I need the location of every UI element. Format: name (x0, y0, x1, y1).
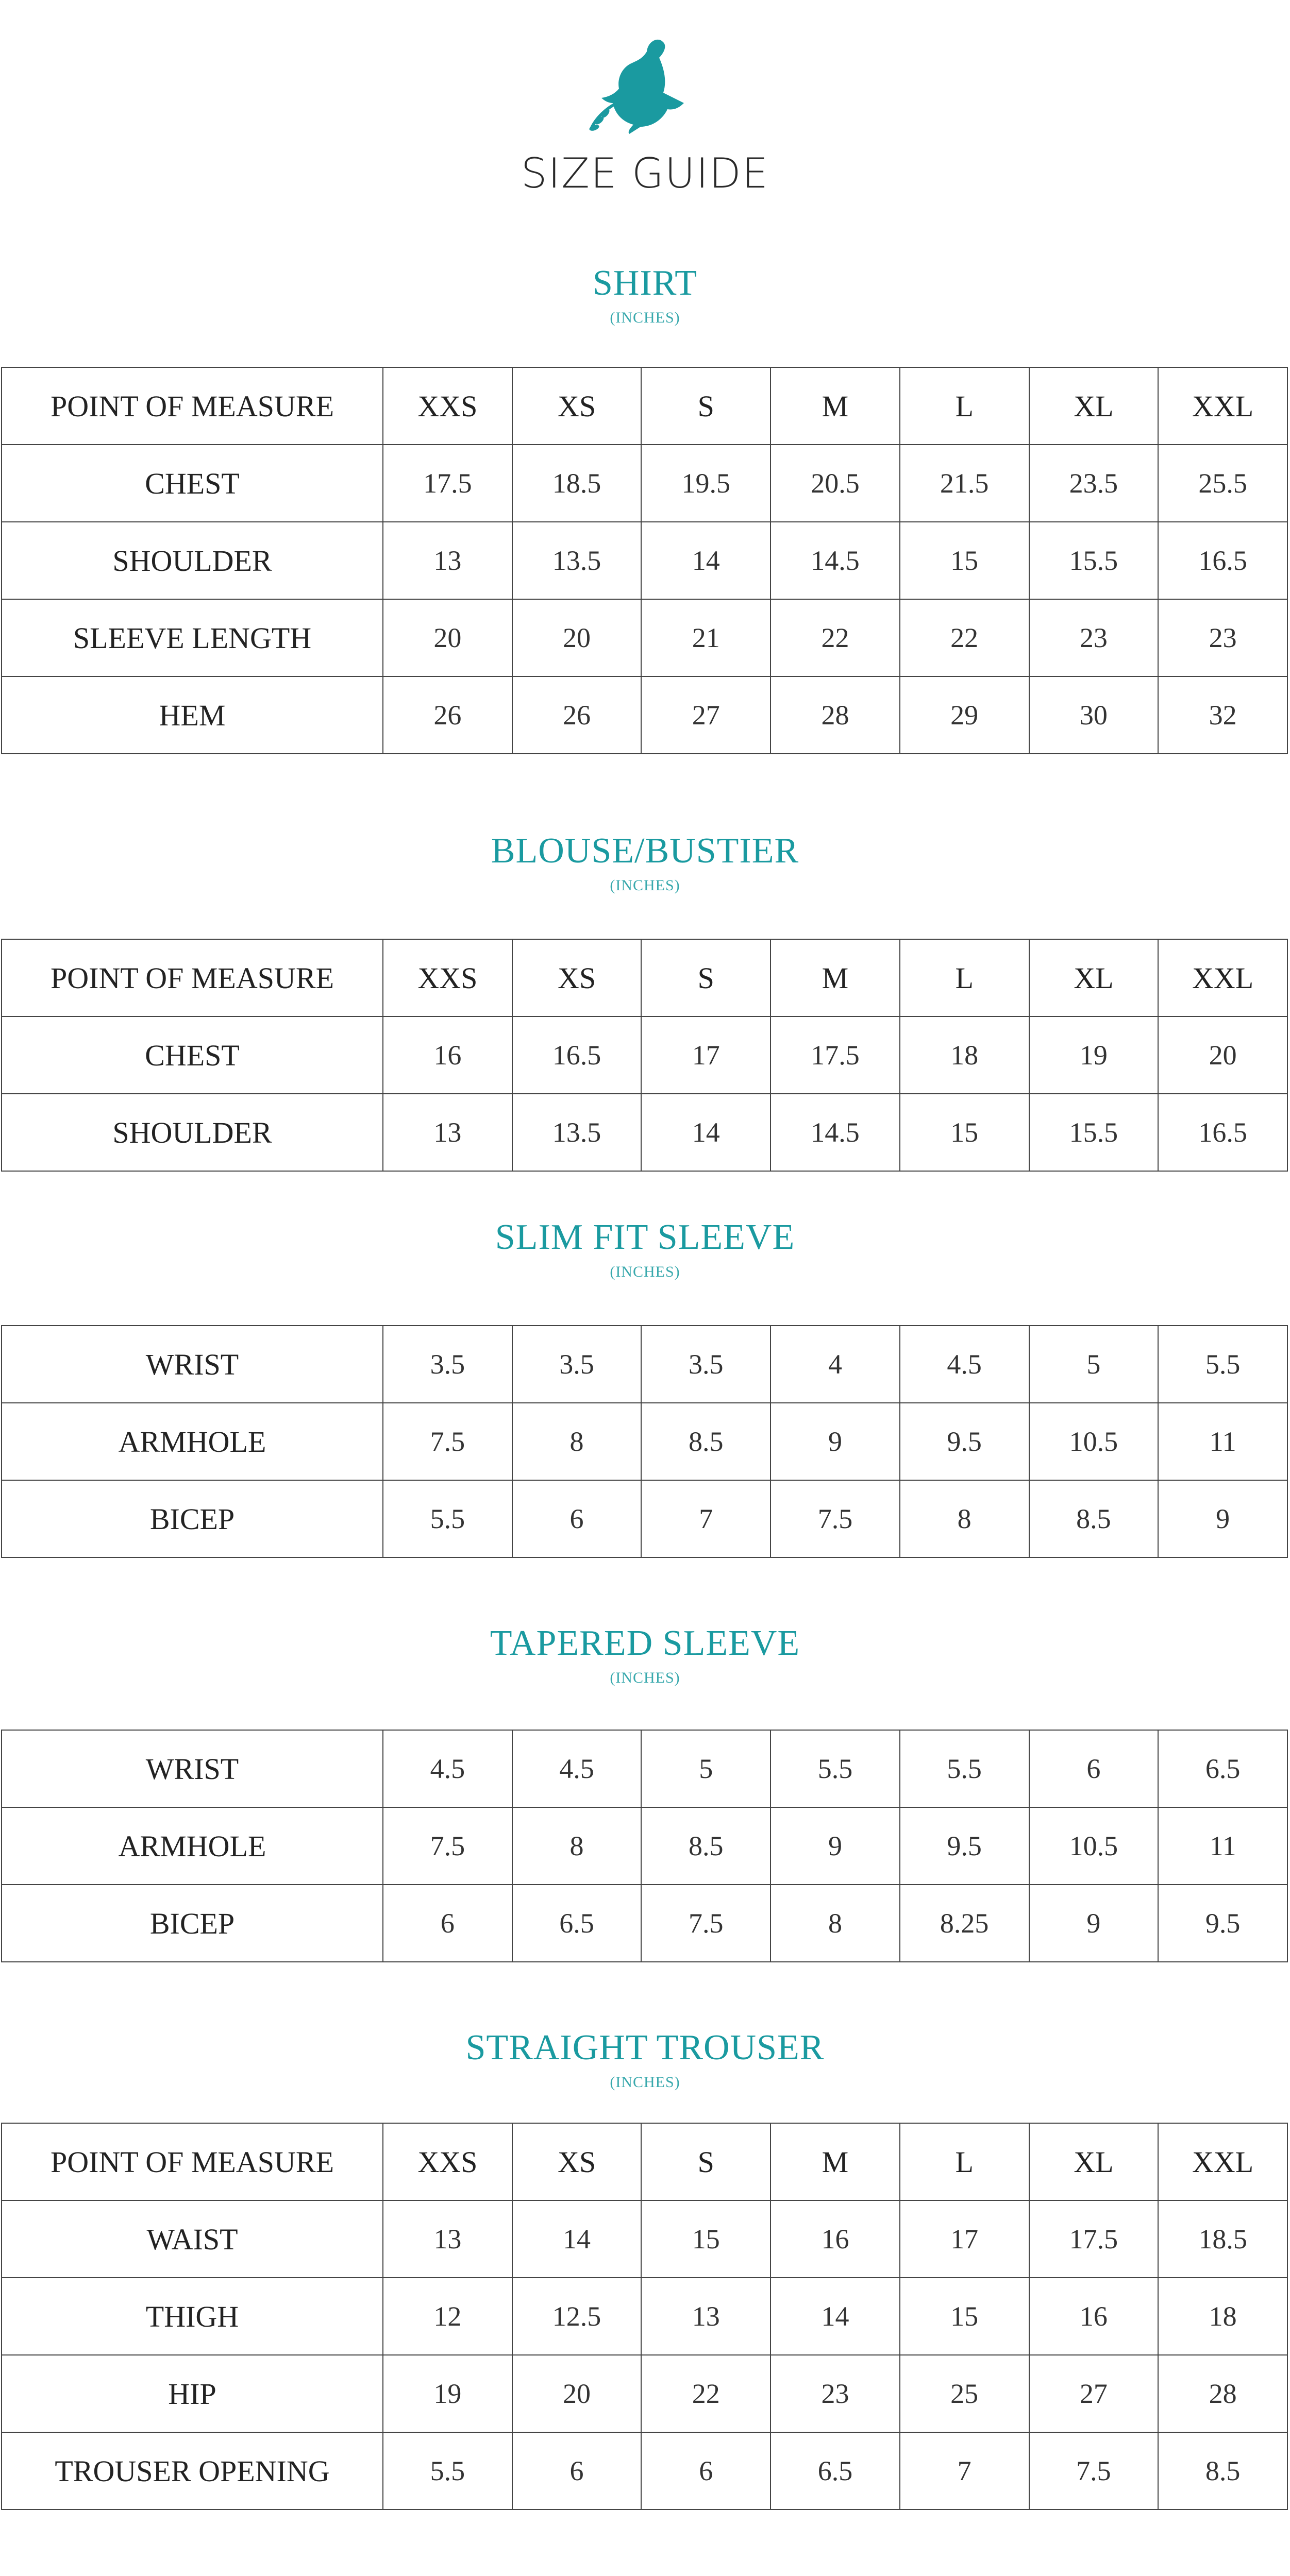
cell-value: 21 (641, 599, 770, 676)
cell-value: 14 (641, 1094, 770, 1171)
header-size: L (900, 939, 1029, 1016)
dove-icon (586, 31, 705, 149)
table-header-row (2, 2123, 1287, 2200)
cell-value: 7.5 (383, 1403, 512, 1480)
header-size: L (900, 2123, 1029, 2200)
cell-value: 21.5 (900, 445, 1029, 522)
cell-value: 8 (512, 1807, 642, 1885)
cell-value: 13 (383, 1094, 512, 1171)
cell-value: 12 (383, 2278, 512, 2355)
cell-value: 5.5 (770, 1730, 900, 1807)
cell-value: 11 (1158, 1403, 1287, 1480)
cell-value: 28 (1158, 2355, 1287, 2432)
row-label: WAIST (2, 2200, 383, 2278)
cell-value: 19 (1029, 1016, 1159, 1094)
row-label: SLEEVE LENGTH (2, 599, 383, 676)
cell-value: 9 (770, 1807, 900, 1885)
section-unit-straight-trouser: (INCHES) (610, 2074, 680, 2091)
row-label: HEM (2, 676, 383, 754)
table-row (2, 2278, 1287, 2355)
cell-value: 15 (641, 2200, 770, 2278)
table-row (2, 2200, 1287, 2278)
cell-value: 4.5 (900, 1326, 1029, 1403)
section-title-blouse: BLOUSE/BUSTIER (491, 831, 799, 871)
cell-value: 3.5 (512, 1326, 642, 1403)
cell-value: 6.5 (512, 1885, 642, 1962)
header-size: XS (512, 939, 642, 1016)
cell-value: 7.5 (1029, 2432, 1159, 2510)
header-size: XL (1029, 939, 1159, 1016)
cell-value: 27 (1029, 2355, 1159, 2432)
cell-value: 14.5 (770, 522, 900, 599)
header-size: M (770, 2123, 900, 2200)
table-row (2, 599, 1287, 676)
cell-value: 13 (383, 2200, 512, 2278)
table-row (2, 445, 1287, 522)
row-label: BICEP (2, 1885, 383, 1962)
cell-value: 18 (900, 1016, 1029, 1094)
cell-value: 19.5 (641, 445, 770, 522)
cell-value: 8 (512, 1403, 642, 1480)
header-point-of-measure: POINT OF MEASURE (2, 367, 383, 445)
cell-value: 14 (641, 522, 770, 599)
cell-value: 4 (770, 1326, 900, 1403)
cell-value: 17.5 (770, 1016, 900, 1094)
cell-value: 18.5 (1158, 2200, 1287, 2278)
cell-value: 6.5 (770, 2432, 900, 2510)
cell-value: 23 (1158, 599, 1287, 676)
section-title-straight-trouser: STRAIGHT TROUSER (465, 2028, 825, 2067)
cell-value: 17.5 (383, 445, 512, 522)
brand-logo (0, 31, 1290, 149)
cell-value: 23 (1029, 599, 1159, 676)
cell-value: 26 (383, 676, 512, 754)
header-size: XXL (1158, 939, 1287, 1016)
cell-value: 14 (770, 2278, 900, 2355)
header-point-of-measure: POINT OF MEASURE (2, 939, 383, 1016)
cell-value: 20 (512, 2355, 642, 2432)
cell-value: 5.5 (900, 1730, 1029, 1807)
header-size: XL (1029, 2123, 1159, 2200)
header-size: S (641, 2123, 770, 2200)
row-label: WRIST (2, 1730, 383, 1807)
cell-value: 5 (1029, 1326, 1159, 1403)
cell-value: 6.5 (1158, 1730, 1287, 1807)
cell-value: 8.5 (1029, 1480, 1159, 1557)
cell-value: 6 (641, 2432, 770, 2510)
cell-value: 12.5 (512, 2278, 642, 2355)
cell-value: 8 (770, 1885, 900, 1962)
section-unit-tapered-sleeve: (INCHES) (610, 1669, 680, 1686)
table-row (2, 1807, 1287, 1885)
cell-value: 7.5 (770, 1480, 900, 1557)
row-label: WRIST (2, 1326, 383, 1403)
header-size: L (900, 367, 1029, 445)
cell-value: 3.5 (641, 1326, 770, 1403)
row-label: BICEP (2, 1480, 383, 1557)
cell-value: 8.5 (641, 1403, 770, 1480)
cell-value: 22 (641, 2355, 770, 2432)
cell-value: 9 (1029, 1885, 1159, 1962)
table-tapered-sleeve (1, 1730, 1288, 1962)
row-label: TROUSER OPENING (2, 2432, 383, 2510)
table-row (2, 1885, 1287, 1962)
cell-value: 23.5 (1029, 445, 1159, 522)
table-row (2, 1094, 1287, 1171)
cell-value: 9.5 (900, 1403, 1029, 1480)
cell-value: 17 (900, 2200, 1029, 2278)
table-header-row (2, 367, 1287, 445)
cell-value: 8.5 (641, 1807, 770, 1885)
cell-value: 10.5 (1029, 1807, 1159, 1885)
header-size: XXL (1158, 367, 1287, 445)
cell-value: 29 (900, 676, 1029, 754)
cell-value: 6 (1029, 1730, 1159, 1807)
row-label: THIGH (2, 2278, 383, 2355)
cell-value: 9 (770, 1403, 900, 1480)
header-size: XXL (1158, 2123, 1287, 2200)
row-label: CHEST (2, 1016, 383, 1094)
table-row (2, 1326, 1287, 1403)
cell-value: 23 (770, 2355, 900, 2432)
cell-value: 5.5 (383, 1480, 512, 1557)
cell-value: 9 (1158, 1480, 1287, 1557)
header-size: XXS (383, 2123, 512, 2200)
cell-value: 4.5 (383, 1730, 512, 1807)
cell-value: 13 (383, 522, 512, 599)
header-size: XS (512, 367, 642, 445)
cell-value: 13.5 (512, 1094, 642, 1171)
cell-value: 7 (641, 1480, 770, 1557)
cell-value: 6 (383, 1885, 512, 1962)
table-row (2, 2432, 1287, 2510)
table-blouse (1, 939, 1288, 1172)
header-size: M (770, 367, 900, 445)
cell-value: 16.5 (512, 1016, 642, 1094)
header-size: XXS (383, 367, 512, 445)
cell-value: 26 (512, 676, 642, 754)
cell-value: 6 (512, 2432, 642, 2510)
cell-value: 28 (770, 676, 900, 754)
table-slim-fit-sleeve (1, 1325, 1288, 1558)
table-row (2, 1480, 1287, 1557)
cell-value: 25 (900, 2355, 1029, 2432)
cell-value: 18 (1158, 2278, 1287, 2355)
row-label: ARMHOLE (2, 1807, 383, 1885)
cell-value: 9.5 (900, 1807, 1029, 1885)
cell-value: 13.5 (512, 522, 642, 599)
cell-value: 8.5 (1158, 2432, 1287, 2510)
size-guide-title: SIZE GUIDE (521, 149, 769, 197)
cell-value: 7.5 (641, 1885, 770, 1962)
section-unit-blouse: (INCHES) (610, 877, 680, 894)
cell-value: 15.5 (1029, 1094, 1159, 1171)
cell-value: 17 (641, 1016, 770, 1094)
cell-value: 10.5 (1029, 1403, 1159, 1480)
cell-value: 5.5 (1158, 1326, 1287, 1403)
cell-value: 13 (641, 2278, 770, 2355)
cell-value: 16.5 (1158, 522, 1287, 599)
cell-value: 16.5 (1158, 1094, 1287, 1171)
cell-value: 20 (1158, 1016, 1287, 1094)
cell-value: 32 (1158, 676, 1287, 754)
cell-value: 27 (641, 676, 770, 754)
section-title-slim-fit-sleeve: SLIM FIT SLEEVE (495, 1217, 795, 1257)
header-size: XXS (383, 939, 512, 1016)
row-label: SHOULDER (2, 1094, 383, 1171)
cell-value: 19 (383, 2355, 512, 2432)
cell-value: 25.5 (1158, 445, 1287, 522)
cell-value: 5 (641, 1730, 770, 1807)
cell-value: 18.5 (512, 445, 642, 522)
cell-value: 8.25 (900, 1885, 1029, 1962)
row-label: ARMHOLE (2, 1403, 383, 1480)
cell-value: 16 (1029, 2278, 1159, 2355)
section-unit-shirt: (INCHES) (610, 309, 680, 326)
cell-value: 3.5 (383, 1326, 512, 1403)
table-row (2, 1016, 1287, 1094)
header-size: S (641, 939, 770, 1016)
table-shirt (1, 367, 1288, 754)
cell-value: 30 (1029, 676, 1159, 754)
header-point-of-measure: POINT OF MEASURE (2, 2123, 383, 2200)
table-row (2, 522, 1287, 599)
header-size: XS (512, 2123, 642, 2200)
header-size: S (641, 367, 770, 445)
row-label: CHEST (2, 445, 383, 522)
table-row (2, 2355, 1287, 2432)
header-size: XL (1029, 367, 1159, 445)
cell-value: 15 (900, 2278, 1029, 2355)
cell-value: 14.5 (770, 1094, 900, 1171)
cell-value: 5.5 (383, 2432, 512, 2510)
cell-value: 4.5 (512, 1730, 642, 1807)
cell-value: 15 (900, 1094, 1029, 1171)
cell-value: 6 (512, 1480, 642, 1557)
cell-value: 11 (1158, 1807, 1287, 1885)
section-unit-slim-fit-sleeve: (INCHES) (610, 1263, 680, 1280)
row-label: HIP (2, 2355, 383, 2432)
cell-value: 20 (512, 599, 642, 676)
table-row (2, 1730, 1287, 1807)
cell-value: 7 (900, 2432, 1029, 2510)
cell-value: 8 (900, 1480, 1029, 1557)
cell-value: 7.5 (383, 1807, 512, 1885)
table-straight-trouser (1, 2123, 1288, 2510)
cell-value: 17.5 (1029, 2200, 1159, 2278)
section-title-tapered-sleeve: TAPERED SLEEVE (490, 1623, 800, 1663)
cell-value: 16 (770, 2200, 900, 2278)
table-header-row (2, 939, 1287, 1016)
cell-value: 15 (900, 522, 1029, 599)
table-row (2, 1403, 1287, 1480)
cell-value: 20 (383, 599, 512, 676)
cell-value: 22 (900, 599, 1029, 676)
header-size: M (770, 939, 900, 1016)
row-label: SHOULDER (2, 522, 383, 599)
table-row (2, 676, 1287, 754)
cell-value: 20.5 (770, 445, 900, 522)
cell-value: 16 (383, 1016, 512, 1094)
section-title-shirt: SHIRT (592, 263, 698, 303)
cell-value: 9.5 (1158, 1885, 1287, 1962)
cell-value: 14 (512, 2200, 642, 2278)
cell-value: 15.5 (1029, 522, 1159, 599)
cell-value: 22 (770, 599, 900, 676)
